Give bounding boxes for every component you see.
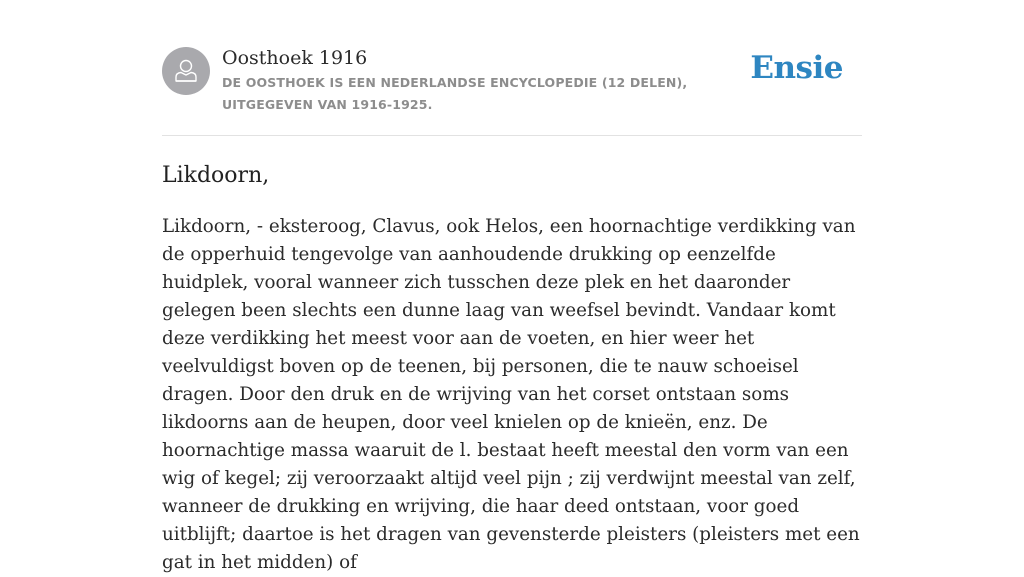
source-header bbox=[162, 0, 862, 136]
ensie-logo[interactable]: Ensie bbox=[750, 50, 843, 86]
content-container bbox=[162, 0, 862, 577]
avatar-glyph bbox=[162, 47, 210, 95]
user-silhouette-icon[interactable] bbox=[162, 47, 210, 95]
source-description: DE OOSTHOEK IS EEN NEDERLANDSE ENCYCLOPEDIE (12 DELEN), UITGEGEVEN VAN 1916-1925. bbox=[222, 75, 688, 112]
source-meta bbox=[222, 45, 762, 116]
article-title: Likdoorn, bbox=[162, 163, 270, 188]
source-author-link[interactable]: Oosthoek 1916 bbox=[222, 47, 368, 69]
article-body: Likdoorn, - eksteroog, Clavus, ook Helos, een hoornachtige verdikking van de opperhuid tengevolge van aanhoudende drukking op eenzelfde huidplek, vooral wanneer zich tusschen deze plek en het daaronder gelegen been slechts een dunne laag van weefsel bevindt. Vandaar komt deze verdikking het meest voor aan de voeten, en hier weer het veelvuldigst boven op de teenen, bij personen, die te nauw schoeisel dragen. Door den druk en de wrijving van het corset ontstaan soms likdoorns aan de heupen, door veel knielen op de knieën, enz. De hoornachtige massa waaruit de l. bestaat heeft meestal den vorm van een wig of kegel; zij veroorzaakt altijd veel pijn ; zij verdwijnt meestal van zelf, wanneer de drukking en wrijving, die haar deed ontstaan, voor goed uitblijft; daartoe is het dragen van gevensterde pleisters (pleisters met een gat in het midden) of bbox=[162, 216, 860, 573]
